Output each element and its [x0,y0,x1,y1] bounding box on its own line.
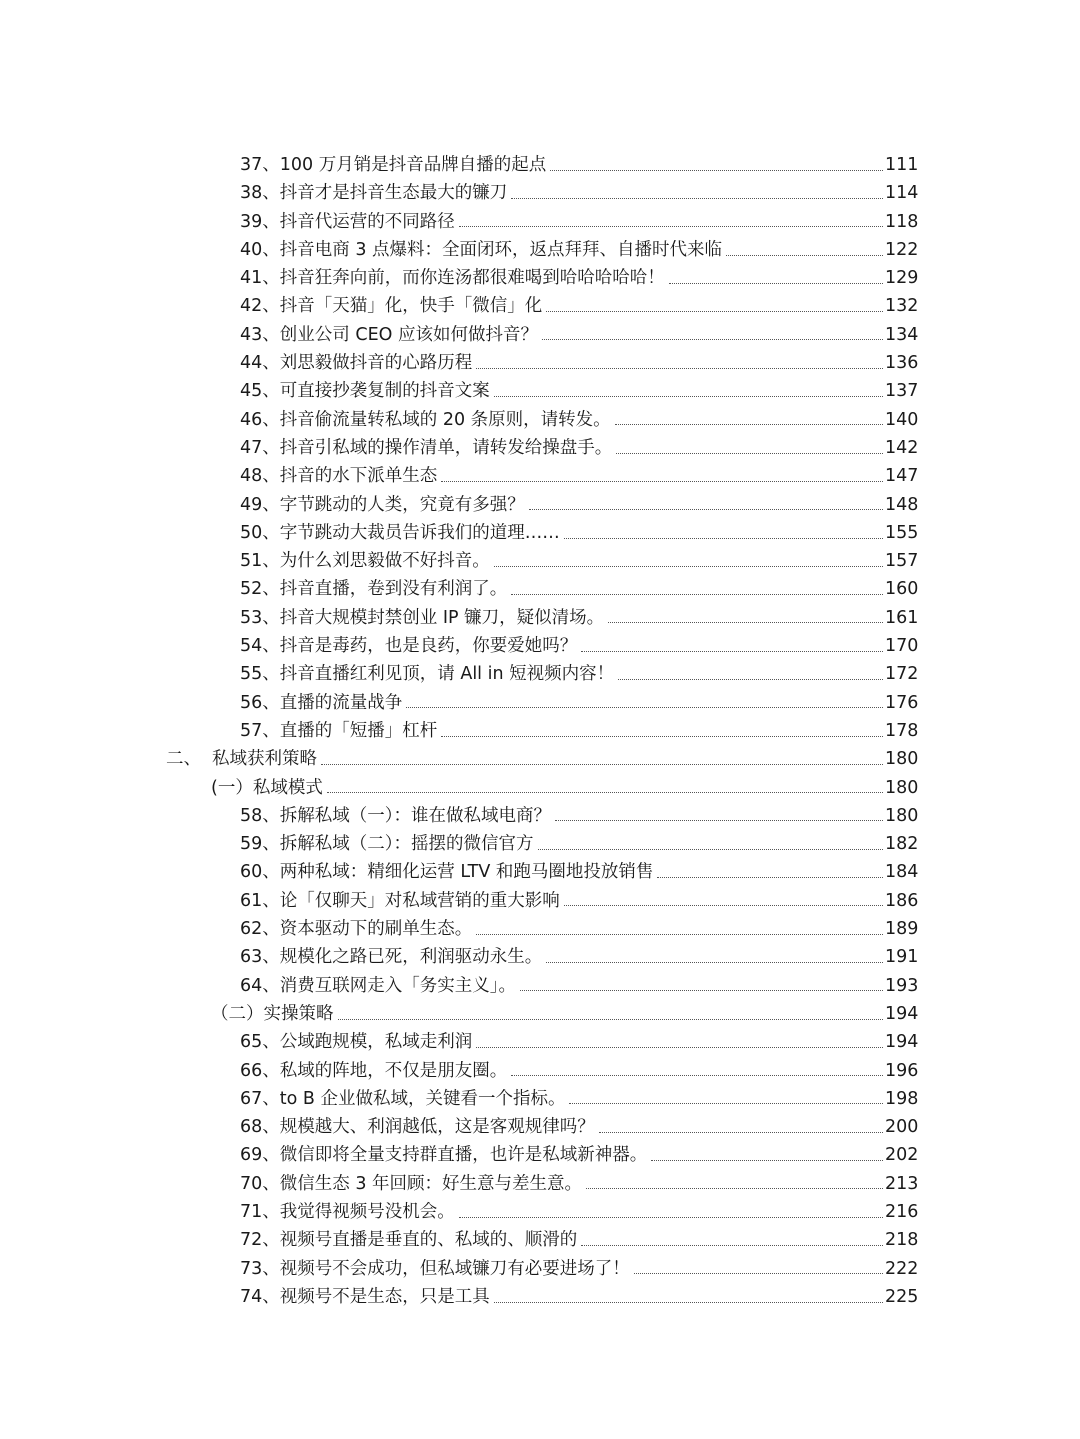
toc-entry-title: 抖音「天猫」化，快手「微信」化 [279,296,543,317]
dot-leader [321,764,883,765]
toc-entry[interactable] [0,1085,1080,1113]
dot-leader [564,538,883,539]
dot-leader [564,905,883,906]
toc-entry-title: 抖音引私域的操作清单，请转发给操盘手。 [279,437,613,458]
toc-page-number: 172 [885,664,919,685]
toc-page-number: 184 [885,862,919,883]
toc-entry-number: 49、 [240,494,280,515]
toc-entry-number: 42、 [240,296,280,317]
toc-section-heading[interactable] [0,745,1080,773]
toc-entry-number: 46、 [240,409,280,430]
toc-entry-title: 直播的「短播」杠杆 [279,720,438,741]
dot-leader [441,481,883,482]
toc-entry-title: 微信即将全量支持群直播，也许是私域新神器。 [279,1145,648,1166]
dot-leader [529,509,883,510]
toc-entry-number: 44、 [240,353,280,374]
toc-entry-title: 视频号不会成功，但私域镰刀有必要进场了！ [279,1258,630,1279]
dot-leader [542,339,883,340]
toc-entry-title: 我觉得视频号没机会。 [279,1201,455,1222]
toc-entry-number: 69、 [240,1145,280,1166]
dot-leader [615,424,883,425]
toc-entry-title: 抖音代运营的不同路径 [279,211,455,232]
toc-entry-title: 论「仅聊天」对私域营销的重大影响 [279,890,560,911]
toc-page-number: 160 [885,579,919,600]
toc-entry-title: 抖音才是抖音生态最大的镰刀 [279,183,508,204]
toc-entry[interactable] [0,264,1080,292]
toc-entry-number: 73、 [240,1258,280,1279]
toc-page-number: 213 [885,1173,919,1194]
toc-entry[interactable] [0,208,1080,236]
toc-entry[interactable] [0,887,1080,915]
toc-page-number: 170 [885,636,919,657]
dot-leader [555,820,883,821]
toc-entry-title: 私域获利策略 [212,749,317,770]
toc-entry-number: 50、 [240,522,280,543]
toc-entry[interactable] [0,830,1080,858]
toc-page-number: 137 [885,381,919,402]
toc-page-number: 182 [885,834,919,855]
dot-leader [581,1245,883,1246]
toc-entry-number: 66、 [240,1060,280,1081]
toc-page-number: 155 [885,522,919,543]
toc-entry[interactable] [0,717,1080,745]
toc-entry[interactable] [0,943,1080,971]
toc-entry-title: 私域的阵地，不仅是朋友圈。 [279,1060,508,1081]
dot-leader [494,1302,883,1303]
toc-entry-number: 47、 [240,437,280,458]
toc-entry-title: 资本驱动下的刷单生态。 [279,919,473,940]
dot-leader [494,566,883,567]
toc-page-number: 225 [885,1286,919,1307]
toc-entry-number: 40、 [240,239,280,260]
toc-entry-title: 抖音直播，卷到没有利润了。 [279,579,508,600]
toc-entry[interactable] [0,151,1080,179]
dot-leader [599,1132,883,1133]
toc-entry-title: 抖音是毒药，也是良药，你要爱她吗？ [279,636,578,657]
toc-entry[interactable] [0,1113,1080,1141]
toc-entry-title: 抖音大规模封禁创业 IP 镰刀，疑似清场。 [279,607,605,628]
toc-entry-title: 抖音偷流量转私域的 20 条原则，请转发。 [279,409,611,430]
toc-entry[interactable] [0,632,1080,660]
toc-page-number: 148 [885,494,919,515]
toc-entry[interactable] [0,462,1080,490]
dot-leader [616,453,883,454]
toc-entry[interactable] [0,1057,1080,1085]
toc-entry-number: 64、 [240,975,280,996]
toc-entry-title: 可直接抄袭复制的抖音文案 [279,381,490,402]
dot-leader [441,736,883,737]
toc-entry[interactable] [0,575,1080,603]
toc-entry-title: 抖音电商 3 点爆料：全面闭环，返点拜拜、自播时代来临 [279,239,723,260]
dot-leader [459,1217,883,1218]
toc-entry-number: 67、 [240,1088,280,1109]
toc-entry-title: 抖音的水下派单生态 [279,466,438,487]
toc-entry-number: 71、 [240,1201,280,1222]
toc-entry[interactable] [0,491,1080,519]
dot-leader [608,622,883,623]
toc-entry-title: to B 企业做私域，关键看一个指标。 [279,1088,566,1109]
dot-leader [476,368,883,369]
toc-entry[interactable] [0,858,1080,886]
toc-entry-number: 58、 [240,805,280,826]
toc-page-number: 140 [885,409,919,430]
toc-entry[interactable] [0,236,1080,264]
table-of-contents [0,151,1080,1311]
toc-page-number: 161 [885,607,919,628]
toc-page-number: 122 [885,239,919,260]
dot-leader [618,679,883,680]
toc-entry[interactable] [0,802,1080,830]
toc-page-number: 193 [885,975,919,996]
toc-entry-title: 100 万月销是抖音品牌自播的起点 [279,155,547,175]
toc-page-number: 180 [885,749,919,770]
toc-entry-number: 二、 [166,749,201,770]
toc-entry[interactable] [0,321,1080,349]
toc-entry-title: 公域跑规模，私域走利润 [279,1032,473,1053]
dot-leader [546,311,883,312]
toc-entry-title: 规模越大、利润越低，这是客观规律吗？ [279,1117,595,1138]
dot-leader [634,1273,883,1274]
toc-entry-number: 62、 [240,919,280,940]
toc-page-number: 176 [885,692,919,713]
toc-entry[interactable] [0,547,1080,575]
toc-page-number: 111 [885,155,919,175]
toc-page-number: 132 [885,296,919,317]
toc-entry-number: 68、 [240,1117,280,1138]
dot-leader [520,990,883,991]
dot-leader [406,707,883,708]
toc-entry-title: 视频号直播是垂直的、私域的、顺滑的 [279,1230,578,1251]
dot-leader [581,651,883,652]
toc-entry-number: 57、 [240,720,280,741]
toc-entry[interactable] [0,377,1080,405]
toc-entry[interactable] [0,349,1080,377]
toc-entry-number: 51、 [240,551,280,572]
toc-entry[interactable] [0,660,1080,688]
dot-leader [494,396,883,397]
toc-page-number: 157 [885,551,919,572]
toc-entry-title: 为什么刘思毅做不好抖音。 [279,551,490,572]
toc-entry-title: （二）实操策略 [211,1003,334,1024]
toc-entry-number: 61、 [240,890,280,911]
dot-leader [538,849,883,850]
toc-page-number: 118 [885,211,919,232]
toc-entry-title: 字节跳动大裁员告诉我们的道理…… [279,522,560,543]
toc-page-number: 194 [885,1032,919,1053]
toc-page-number: 189 [885,919,919,940]
toc-entry-number: 59、 [240,834,280,855]
toc-page-number: 114 [885,183,919,204]
toc-entry-title: 字节跳动的人类，究竟有多强？ [279,494,525,515]
toc-entry[interactable] [0,972,1080,1000]
toc-entry-number: 48、 [240,466,280,487]
toc-page-number: 218 [885,1230,919,1251]
toc-page-number: 202 [885,1145,919,1166]
toc-entry[interactable] [0,915,1080,943]
toc-entry-title: 直播的流量战争 [279,692,403,713]
toc-entry-number: 39、 [240,211,280,232]
toc-subsection-heading[interactable] [0,1000,1080,1028]
toc-page-number: 194 [885,1003,919,1024]
toc-page-number: 186 [885,890,919,911]
dot-leader [511,1075,883,1076]
toc-entry[interactable] [0,292,1080,320]
toc-entry-title: 微信生态 3 年回顾：好生意与差生意。 [279,1173,583,1194]
toc-entry-title: 创业公司 CEO 应该如何做抖音？ [279,324,538,345]
toc-entry-number: 41、 [240,268,280,289]
toc-entry-title: 抖音狂奔向前，而你连汤都很难喝到哈哈哈哈哈！ [279,268,665,289]
toc-page-number: 142 [885,437,919,458]
dot-leader [569,1103,883,1104]
toc-page-number: 191 [885,947,919,968]
toc-entry-title: 刘思毅做抖音的心路历程 [279,353,473,374]
toc-entry-title: 拆解私域（二）：摇摆的微信官方 [279,834,534,855]
toc-entry-number: 45、 [240,381,280,402]
toc-entry-number: 53、 [240,607,280,628]
toc-entry-number: 56、 [240,692,280,713]
dot-leader [726,255,883,256]
toc-entry-number: 52、 [240,579,280,600]
toc-page-number: 178 [885,720,919,741]
dot-leader [327,792,883,793]
toc-page-number: 134 [885,324,919,345]
toc-entry-title: 拆解私域（一）：谁在做私域电商？ [279,805,552,826]
toc-entry[interactable] [0,1141,1080,1169]
dot-leader [651,1160,883,1161]
dot-leader [546,962,883,963]
toc-page-number: 196 [885,1060,919,1081]
toc-page-number: 129 [885,268,919,289]
dot-leader [338,1019,884,1020]
dot-leader [586,1188,883,1189]
toc-entry[interactable] [0,434,1080,462]
toc-entry-number: 60、 [240,862,280,883]
toc-entry[interactable] [0,1255,1080,1283]
toc-entry[interactable] [0,179,1080,207]
dot-leader [511,198,883,199]
toc-entry-number: 55、 [240,664,280,685]
toc-entry-title: 消费互联网走入「务实主义」。 [279,975,517,996]
toc-entry-number: 65、 [240,1032,280,1053]
dot-leader [550,170,883,171]
toc-entry-number: 37、 [240,155,280,175]
toc-entry[interactable] [0,1028,1080,1056]
toc-page-number: 136 [885,353,919,374]
dot-leader [476,934,883,935]
toc-entry-number: 43、 [240,324,280,345]
toc-entry[interactable] [0,519,1080,547]
toc-page-number: 180 [885,777,919,798]
toc-entry-number: 70、 [240,1173,280,1194]
toc-entry[interactable] [0,1198,1080,1226]
toc-page-number: 180 [885,805,919,826]
toc-entry-number: 74、 [240,1286,280,1307]
toc-subsection-heading[interactable] [0,774,1080,802]
toc-entry[interactable] [0,689,1080,717]
dot-leader [511,594,883,595]
toc-entry-title: 两种私域：精细化运营 LTV 和跑马圈地投放销售 [279,862,654,883]
toc-entry-title: 视频号不是生态，只是工具 [279,1286,490,1307]
toc-entry[interactable] [0,1170,1080,1198]
toc-entry[interactable] [0,1226,1080,1254]
toc-page-number: 147 [885,466,919,487]
toc-entry-title: 抖音直播红利见顶，请 All in 短视频内容！ [279,664,615,685]
dot-leader [459,226,883,227]
toc-page-number: 198 [885,1088,919,1109]
toc-entry-number: 63、 [240,947,280,968]
toc-entry-number: 72、 [240,1230,280,1251]
dot-leader [657,877,883,878]
toc-page-number: 200 [885,1117,919,1138]
toc-entry-title: (一）私域模式 [211,777,323,798]
toc-entry-title: 规模化之路已死，利润驱动永生。 [279,947,543,968]
toc-entry[interactable] [0,604,1080,632]
dot-leader [476,1047,883,1048]
toc-page-number: 222 [885,1258,919,1279]
toc-entry-number: 54、 [240,636,280,657]
toc-entry[interactable] [0,1283,1080,1311]
toc-entry[interactable] [0,406,1080,434]
toc-entry-number: 38、 [240,183,280,204]
dot-leader [669,283,883,284]
toc-page-number: 216 [885,1201,919,1222]
